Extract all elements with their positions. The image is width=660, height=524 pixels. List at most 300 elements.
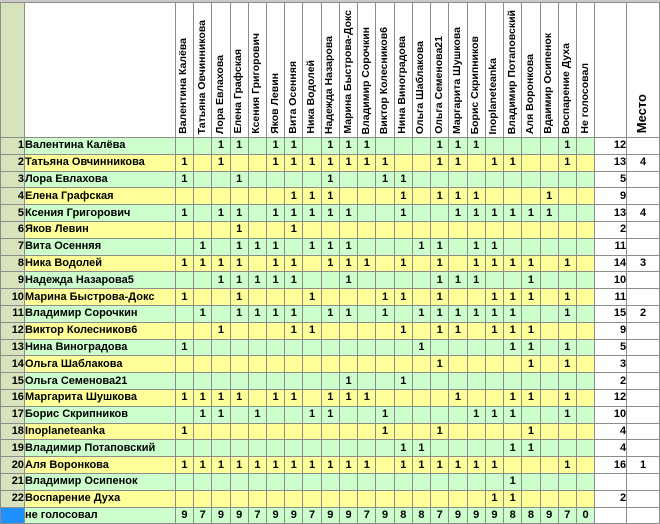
row-number[interactable]: 9	[1, 272, 25, 289]
vote-cell[interactable]	[431, 440, 449, 457]
vote-cell[interactable]: 1	[230, 389, 248, 406]
vote-cell[interactable]	[194, 356, 212, 373]
vote-cell[interactable]: 1	[303, 188, 321, 205]
vote-cell[interactable]: 1	[248, 457, 266, 474]
vote-cell[interactable]	[175, 221, 193, 238]
vote-cell[interactable]	[449, 473, 467, 490]
total-votes-cell[interactable]: 2	[595, 221, 627, 238]
vote-cell[interactable]	[540, 272, 558, 289]
total-header-cell[interactable]	[595, 3, 627, 138]
vote-cell[interactable]: 1	[339, 255, 357, 272]
vote-cell[interactable]	[321, 490, 339, 507]
vote-cell[interactable]	[467, 356, 485, 373]
column-header-cell[interactable]	[394, 3, 412, 138]
vote-cell[interactable]	[576, 322, 594, 339]
place-cell[interactable]: 2	[627, 305, 660, 322]
vote-cell[interactable]	[303, 339, 321, 356]
vote-cell[interactable]: 1	[285, 457, 303, 474]
vote-cell[interactable]	[412, 356, 430, 373]
vote-cell[interactable]: 1	[285, 322, 303, 339]
participant-name-cell[interactable]: Ольга Семенова21	[24, 373, 175, 390]
vote-cell[interactable]: 1	[175, 389, 193, 406]
vote-cell[interactable]	[321, 440, 339, 457]
vote-cell[interactable]	[175, 406, 193, 423]
vote-cell[interactable]	[431, 406, 449, 423]
vote-cell[interactable]	[321, 373, 339, 390]
place-cell[interactable]	[627, 373, 660, 390]
vote-cell[interactable]	[358, 490, 376, 507]
vote-cell[interactable]: 1	[194, 238, 212, 255]
vote-cell[interactable]: 1	[321, 255, 339, 272]
non-voter-count-cell[interactable]: 8	[504, 507, 522, 524]
vote-cell[interactable]: 1	[212, 138, 230, 155]
vote-cell[interactable]	[412, 154, 430, 171]
vote-cell[interactable]	[467, 171, 485, 188]
vote-cell[interactable]	[230, 356, 248, 373]
vote-cell[interactable]: 1	[504, 473, 522, 490]
vote-cell[interactable]: 1	[394, 322, 412, 339]
vote-cell[interactable]	[412, 289, 430, 306]
participant-name-cell[interactable]: Борис Скрипников	[24, 406, 175, 423]
vote-cell[interactable]	[522, 154, 540, 171]
vote-cell[interactable]: 1	[485, 490, 503, 507]
vote-cell[interactable]	[576, 389, 594, 406]
vote-cell[interactable]: 1	[558, 138, 576, 155]
vote-cell[interactable]	[576, 373, 594, 390]
vote-cell[interactable]: 1	[376, 171, 394, 188]
place-cell[interactable]	[627, 238, 660, 255]
vote-cell[interactable]	[576, 188, 594, 205]
vote-cell[interactable]	[303, 490, 321, 507]
participant-name-cell[interactable]: Аля Воронкова	[24, 457, 175, 474]
place-cell[interactable]	[627, 138, 660, 155]
vote-cell[interactable]	[394, 238, 412, 255]
vote-cell[interactable]: 1	[358, 457, 376, 474]
non-voter-count-cell[interactable]: 9	[212, 507, 230, 524]
vote-cell[interactable]: 1	[321, 138, 339, 155]
place-header-cell[interactable]	[627, 3, 660, 138]
vote-cell[interactable]	[358, 373, 376, 390]
vote-cell[interactable]	[230, 490, 248, 507]
vote-cell[interactable]	[376, 440, 394, 457]
place-cell[interactable]	[627, 221, 660, 238]
vote-cell[interactable]: 1	[376, 154, 394, 171]
vote-cell[interactable]: 1	[175, 423, 193, 440]
vote-cell[interactable]	[212, 289, 230, 306]
vote-cell[interactable]	[194, 171, 212, 188]
row-number[interactable]: 5	[1, 205, 25, 222]
vote-cell[interactable]: 1	[449, 154, 467, 171]
row-number[interactable]: 7	[1, 238, 25, 255]
total-votes-cell[interactable]: 11	[595, 238, 627, 255]
place-cell[interactable]	[627, 289, 660, 306]
total-votes-cell[interactable]: 5	[595, 339, 627, 356]
vote-cell[interactable]	[175, 188, 193, 205]
vote-cell[interactable]	[558, 490, 576, 507]
vote-cell[interactable]	[576, 138, 594, 155]
vote-cell[interactable]	[540, 289, 558, 306]
vote-cell[interactable]	[376, 457, 394, 474]
total-votes-cell[interactable]: 15	[595, 305, 627, 322]
non-voter-count-cell[interactable]: 7	[431, 507, 449, 524]
vote-cell[interactable]: 1	[412, 440, 430, 457]
vote-cell[interactable]	[267, 171, 285, 188]
name-header-cell[interactable]	[24, 3, 175, 138]
vote-cell[interactable]	[175, 138, 193, 155]
vote-cell[interactable]	[175, 440, 193, 457]
vote-cell[interactable]: 1	[321, 171, 339, 188]
non-voter-count-cell[interactable]: 8	[522, 507, 540, 524]
vote-cell[interactable]: 1	[175, 205, 193, 222]
vote-cell[interactable]	[267, 339, 285, 356]
vote-cell[interactable]	[339, 322, 357, 339]
vote-cell[interactable]	[540, 356, 558, 373]
vote-cell[interactable]	[467, 154, 485, 171]
vote-cell[interactable]: 1	[504, 440, 522, 457]
vote-cell[interactable]: 1	[449, 305, 467, 322]
vote-cell[interactable]	[267, 188, 285, 205]
vote-cell[interactable]	[485, 440, 503, 457]
place-cell[interactable]	[627, 423, 660, 440]
vote-cell[interactable]	[267, 423, 285, 440]
vote-cell[interactable]	[339, 423, 357, 440]
column-header-cell[interactable]	[321, 3, 339, 138]
column-header-cell[interactable]	[339, 3, 357, 138]
row-header-corner[interactable]	[1, 3, 25, 138]
vote-cell[interactable]	[212, 339, 230, 356]
vote-cell[interactable]	[376, 138, 394, 155]
vote-cell[interactable]	[376, 339, 394, 356]
vote-cell[interactable]: 1	[285, 221, 303, 238]
vote-cell[interactable]	[248, 322, 266, 339]
vote-cell[interactable]	[522, 188, 540, 205]
vote-cell[interactable]	[358, 289, 376, 306]
place-cell[interactable]: 4	[627, 205, 660, 222]
vote-cell[interactable]	[504, 138, 522, 155]
vote-cell[interactable]: 1	[248, 406, 266, 423]
vote-cell[interactable]	[522, 373, 540, 390]
vote-cell[interactable]	[412, 423, 430, 440]
total-votes-cell[interactable]: 4	[595, 423, 627, 440]
vote-cell[interactable]: 1	[358, 255, 376, 272]
vote-cell[interactable]	[449, 423, 467, 440]
vote-cell[interactable]	[412, 272, 430, 289]
non-voter-count-cell[interactable]: 9	[339, 507, 357, 524]
total-votes-cell[interactable]: 9	[595, 188, 627, 205]
non-voter-count-cell[interactable]: 7	[558, 507, 576, 524]
vote-cell[interactable]	[558, 188, 576, 205]
vote-cell[interactable]: 1	[504, 389, 522, 406]
participant-name-cell[interactable]: Вита Осенняя	[24, 238, 175, 255]
vote-cell[interactable]: 1	[230, 171, 248, 188]
vote-cell[interactable]	[212, 221, 230, 238]
vote-cell[interactable]: 1	[212, 322, 230, 339]
vote-cell[interactable]: 1	[485, 154, 503, 171]
total-votes-cell[interactable]: 13	[595, 154, 627, 171]
vote-cell[interactable]	[212, 490, 230, 507]
non-voter-count-cell[interactable]: 9	[485, 507, 503, 524]
vote-cell[interactable]	[194, 373, 212, 390]
vote-cell[interactable]: 1	[194, 406, 212, 423]
vote-cell[interactable]: 1	[467, 238, 485, 255]
vote-cell[interactable]: 1	[321, 205, 339, 222]
vote-cell[interactable]	[212, 473, 230, 490]
vote-cell[interactable]: 1	[339, 205, 357, 222]
vote-cell[interactable]: 1	[412, 305, 430, 322]
vote-cell[interactable]	[449, 490, 467, 507]
vote-cell[interactable]	[394, 221, 412, 238]
vote-cell[interactable]: 1	[558, 406, 576, 423]
vote-cell[interactable]	[485, 423, 503, 440]
non-voter-count-cell[interactable]: 9	[321, 507, 339, 524]
row-number[interactable]: 15	[1, 373, 25, 390]
vote-cell[interactable]: 1	[412, 339, 430, 356]
vote-cell[interactable]	[303, 138, 321, 155]
vote-cell[interactable]	[540, 154, 558, 171]
vote-cell[interactable]: 1	[449, 205, 467, 222]
vote-cell[interactable]	[522, 457, 540, 474]
vote-cell[interactable]: 1	[212, 205, 230, 222]
column-header-cell[interactable]	[285, 3, 303, 138]
column-header-cell[interactable]	[576, 3, 594, 138]
vote-cell[interactable]	[175, 238, 193, 255]
vote-cell[interactable]	[358, 339, 376, 356]
vote-cell[interactable]	[285, 356, 303, 373]
vote-cell[interactable]	[194, 322, 212, 339]
place-cell[interactable]	[627, 339, 660, 356]
vote-cell[interactable]: 1	[467, 188, 485, 205]
vote-cell[interactable]: 1	[175, 289, 193, 306]
vote-cell[interactable]	[558, 423, 576, 440]
vote-cell[interactable]: 1	[485, 305, 503, 322]
vote-cell[interactable]	[540, 138, 558, 155]
non-voter-count-cell[interactable]: 7	[248, 507, 266, 524]
non-voter-count-cell[interactable]: 9	[449, 507, 467, 524]
vote-cell[interactable]: 1	[194, 305, 212, 322]
vote-cell[interactable]: 1	[267, 205, 285, 222]
vote-cell[interactable]: 1	[467, 272, 485, 289]
vote-cell[interactable]	[504, 373, 522, 390]
vote-cell[interactable]	[576, 490, 594, 507]
vote-cell[interactable]: 1	[285, 255, 303, 272]
vote-cell[interactable]: 1	[431, 423, 449, 440]
total-votes-cell[interactable]: 10	[595, 272, 627, 289]
vote-cell[interactable]	[303, 356, 321, 373]
vote-cell[interactable]: 1	[522, 322, 540, 339]
vote-cell[interactable]: 1	[467, 406, 485, 423]
vote-cell[interactable]	[339, 440, 357, 457]
vote-cell[interactable]	[248, 154, 266, 171]
vote-cell[interactable]: 1	[485, 457, 503, 474]
vote-cell[interactable]	[358, 305, 376, 322]
vote-cell[interactable]	[576, 356, 594, 373]
vote-cell[interactable]: 1	[339, 389, 357, 406]
vote-cell[interactable]	[467, 289, 485, 306]
non-voter-count-cell[interactable]: 7	[358, 507, 376, 524]
non-voter-count-cell[interactable]: 9	[230, 507, 248, 524]
vote-cell[interactable]: 1	[358, 138, 376, 155]
vote-cell[interactable]: 1	[303, 457, 321, 474]
vote-cell[interactable]	[376, 490, 394, 507]
vote-cell[interactable]: 1	[175, 457, 193, 474]
vote-cell[interactable]: 1	[431, 272, 449, 289]
vote-cell[interactable]	[576, 406, 594, 423]
vote-cell[interactable]: 1	[267, 238, 285, 255]
vote-cell[interactable]	[303, 440, 321, 457]
vote-cell[interactable]: 1	[339, 138, 357, 155]
vote-cell[interactable]	[175, 473, 193, 490]
vote-cell[interactable]: 1	[558, 457, 576, 474]
vote-cell[interactable]: 1	[321, 406, 339, 423]
vote-cell[interactable]: 1	[394, 440, 412, 457]
participant-name-cell[interactable]: Марина Быстрова-Докс	[24, 289, 175, 306]
vote-cell[interactable]	[576, 440, 594, 457]
vote-cell[interactable]	[212, 373, 230, 390]
total-votes-cell[interactable]: 9	[595, 322, 627, 339]
vote-cell[interactable]	[412, 322, 430, 339]
vote-cell[interactable]	[467, 389, 485, 406]
vote-cell[interactable]: 1	[212, 255, 230, 272]
vote-cell[interactable]	[194, 154, 212, 171]
vote-cell[interactable]: 1	[485, 406, 503, 423]
vote-cell[interactable]	[358, 473, 376, 490]
row-number[interactable]: 17	[1, 406, 25, 423]
vote-cell[interactable]	[339, 289, 357, 306]
vote-cell[interactable]: 1	[467, 457, 485, 474]
vote-cell[interactable]: 1	[230, 305, 248, 322]
vote-cell[interactable]	[449, 289, 467, 306]
place-cell[interactable]	[627, 272, 660, 289]
vote-cell[interactable]: 1	[285, 154, 303, 171]
vote-cell[interactable]	[412, 188, 430, 205]
vote-cell[interactable]: 1	[212, 272, 230, 289]
vote-cell[interactable]	[558, 171, 576, 188]
row-number[interactable]: 6	[1, 221, 25, 238]
column-header-cell[interactable]	[558, 3, 576, 138]
vote-cell[interactable]	[431, 221, 449, 238]
participant-name-cell[interactable]: Татьяна Овчинникова	[24, 154, 175, 171]
vote-cell[interactable]: 1	[230, 457, 248, 474]
vote-cell[interactable]	[358, 221, 376, 238]
vote-cell[interactable]	[248, 423, 266, 440]
column-header-cell[interactable]	[175, 3, 193, 138]
vote-cell[interactable]	[558, 440, 576, 457]
column-header-cell[interactable]	[376, 3, 394, 138]
vote-cell[interactable]	[540, 440, 558, 457]
non-voter-count-cell[interactable]: 9	[467, 507, 485, 524]
vote-cell[interactable]: 1	[321, 154, 339, 171]
vote-cell[interactable]: 1	[558, 389, 576, 406]
vote-cell[interactable]: 1	[376, 406, 394, 423]
vote-cell[interactable]	[522, 473, 540, 490]
vote-cell[interactable]: 1	[449, 188, 467, 205]
vote-cell[interactable]: 1	[449, 138, 467, 155]
vote-cell[interactable]: 1	[230, 205, 248, 222]
non-voter-count-cell[interactable]: 0	[576, 507, 594, 524]
vote-cell[interactable]	[212, 423, 230, 440]
vote-cell[interactable]	[248, 440, 266, 457]
vote-cell[interactable]	[394, 473, 412, 490]
vote-cell[interactable]	[576, 305, 594, 322]
vote-cell[interactable]	[358, 423, 376, 440]
vote-cell[interactable]	[175, 373, 193, 390]
vote-cell[interactable]	[540, 339, 558, 356]
total-votes-cell[interactable]: 14	[595, 255, 627, 272]
vote-cell[interactable]: 1	[303, 205, 321, 222]
vote-cell[interactable]	[467, 221, 485, 238]
vote-cell[interactable]	[540, 406, 558, 423]
vote-cell[interactable]: 1	[558, 255, 576, 272]
vote-cell[interactable]	[303, 473, 321, 490]
participant-name-cell[interactable]: Воспарение Духа	[24, 490, 175, 507]
total-votes-cell[interactable]: 16	[595, 457, 627, 474]
vote-cell[interactable]	[376, 373, 394, 390]
vote-cell[interactable]	[467, 423, 485, 440]
vote-cell[interactable]: 1	[431, 457, 449, 474]
vote-cell[interactable]	[321, 221, 339, 238]
vote-cell[interactable]: 1	[504, 154, 522, 171]
vote-cell[interactable]: 1	[248, 272, 266, 289]
vote-cell[interactable]	[540, 457, 558, 474]
vote-cell[interactable]	[485, 138, 503, 155]
vote-cell[interactable]	[449, 406, 467, 423]
vote-cell[interactable]	[412, 171, 430, 188]
vote-cell[interactable]: 1	[267, 138, 285, 155]
participant-name-cell[interactable]: Inoplaneteanka	[24, 423, 175, 440]
vote-cell[interactable]	[248, 171, 266, 188]
vote-cell[interactable]	[449, 171, 467, 188]
vote-cell[interactable]	[504, 171, 522, 188]
vote-cell[interactable]	[522, 221, 540, 238]
vote-cell[interactable]: 1	[285, 389, 303, 406]
vote-cell[interactable]	[540, 322, 558, 339]
column-header-cell[interactable]	[212, 3, 230, 138]
vote-cell[interactable]	[522, 171, 540, 188]
non-voter-count-cell[interactable]: 8	[412, 507, 430, 524]
row-number[interactable]: 1	[1, 138, 25, 155]
vote-cell[interactable]	[358, 272, 376, 289]
vote-cell[interactable]	[339, 188, 357, 205]
vote-cell[interactable]	[394, 356, 412, 373]
vote-cell[interactable]	[339, 339, 357, 356]
vote-cell[interactable]	[285, 423, 303, 440]
vote-cell[interactable]: 1	[467, 305, 485, 322]
vote-cell[interactable]	[412, 389, 430, 406]
vote-cell[interactable]: 1	[431, 255, 449, 272]
vote-cell[interactable]: 1	[212, 406, 230, 423]
vote-cell[interactable]: 1	[504, 490, 522, 507]
vote-cell[interactable]	[212, 188, 230, 205]
total-votes-cell[interactable]: 10	[595, 406, 627, 423]
vote-cell[interactable]	[431, 339, 449, 356]
vote-cell[interactable]: 1	[303, 406, 321, 423]
row-number[interactable]: 20	[1, 457, 25, 474]
vote-cell[interactable]: 1	[339, 373, 357, 390]
vote-cell[interactable]	[449, 238, 467, 255]
vote-cell[interactable]	[194, 339, 212, 356]
column-header-cell[interactable]	[230, 3, 248, 138]
vote-cell[interactable]: 1	[522, 339, 540, 356]
vote-cell[interactable]	[467, 490, 485, 507]
vote-cell[interactable]: 1	[504, 406, 522, 423]
participant-name-cell[interactable]: Маргарита Шушкова	[24, 389, 175, 406]
vote-cell[interactable]	[339, 171, 357, 188]
vote-cell[interactable]: 1	[431, 188, 449, 205]
vote-cell[interactable]	[467, 373, 485, 390]
vote-cell[interactable]: 1	[467, 255, 485, 272]
vote-cell[interactable]	[394, 339, 412, 356]
vote-cell[interactable]	[175, 305, 193, 322]
